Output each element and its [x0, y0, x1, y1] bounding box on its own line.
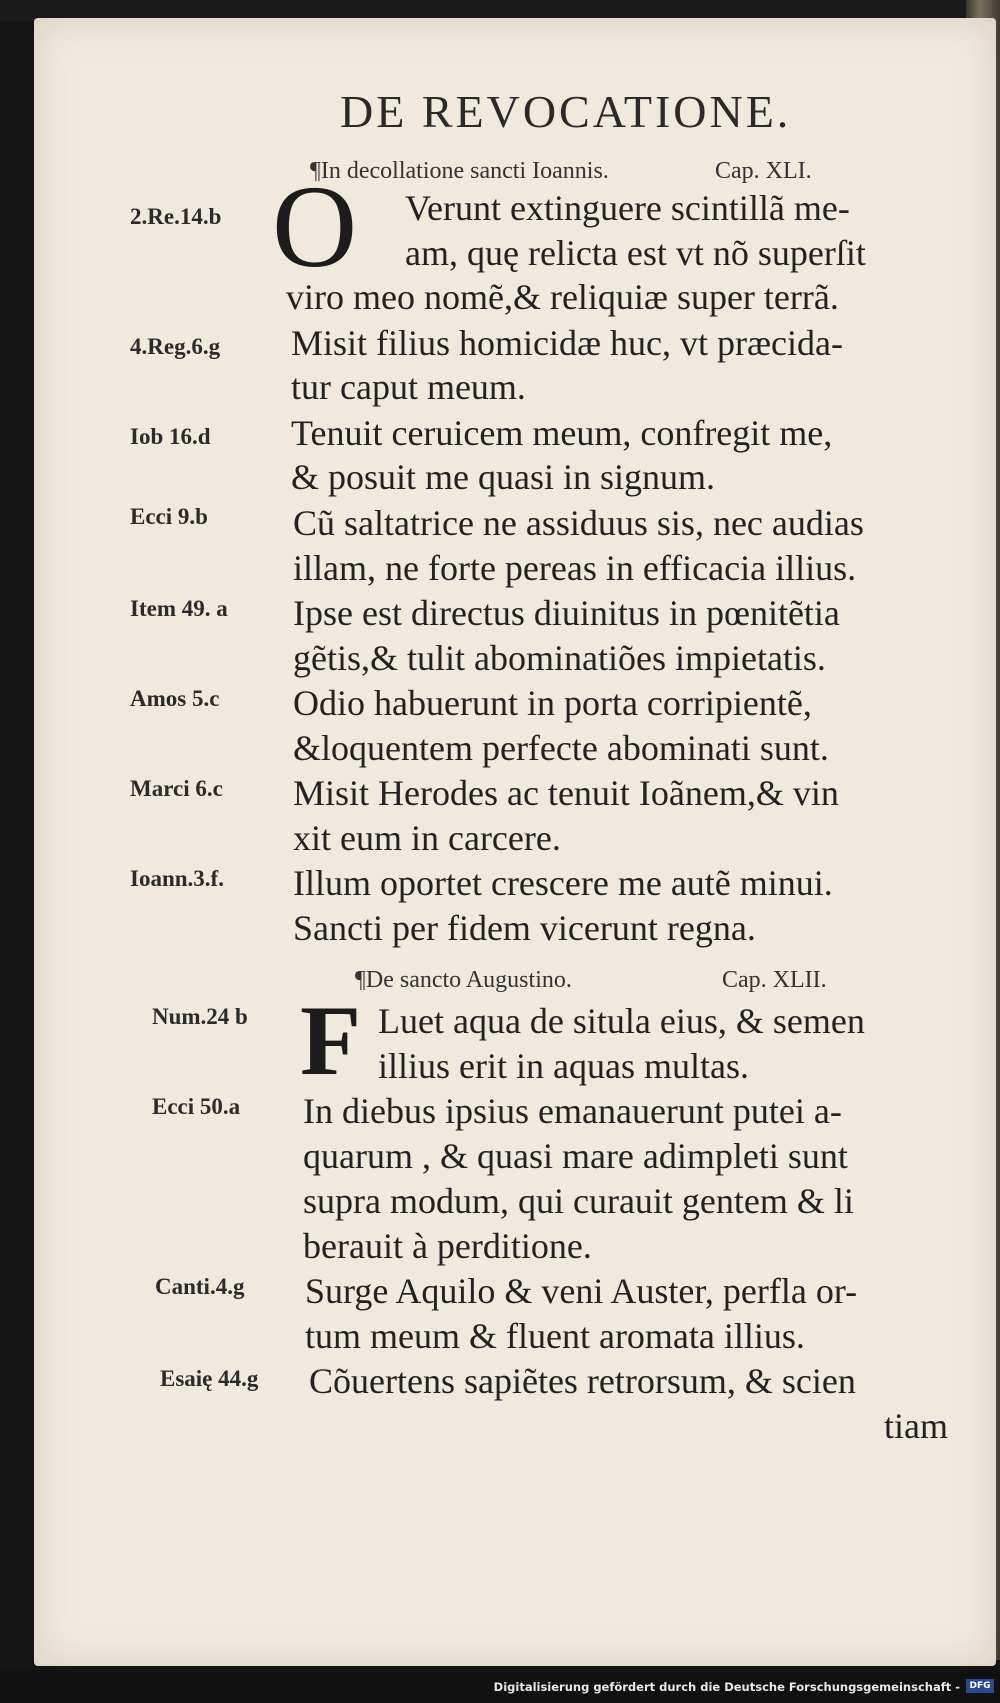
text-line: illam, ne forte pereas in efficacia illius.: [293, 548, 857, 588]
chapter-caption-number: Cap. XLI.: [715, 158, 812, 184]
text-line: Sancti per fidem vicerunt regna.: [293, 908, 756, 948]
text-line: Ipse est directus diuinitus in pœnitẽtia: [293, 593, 840, 633]
marginal-reference: Amos 5.c: [130, 686, 220, 711]
chapter-caption-number: Cap. XLII.: [722, 967, 827, 993]
text-line: viro meo nomẽ,& reliquiæ super terrã.: [286, 277, 839, 317]
marginal-reference: Marci 6.c: [130, 776, 223, 801]
text-line: Misit Herodes ac tenuit Ioãnem,& vin: [293, 773, 839, 813]
text-line: am, quę relicta est vt nõ superſit: [405, 233, 866, 273]
text-line: Tenuit ceruicem meum, confregit me,: [291, 413, 833, 453]
text-line: gẽtis,& tulit abominatiões impietatis.: [293, 638, 826, 678]
text-line: Luet aqua de situla eius, & semen: [378, 1001, 865, 1041]
text-line: berauit à perditione.: [303, 1226, 592, 1266]
chapter-caption-title: ¶De sancto Augustino.: [355, 967, 572, 993]
marginal-reference: 4.Reg.6.g: [130, 334, 221, 359]
text-line: Odio habuerunt in porta corripientẽ,: [293, 683, 812, 723]
chapter-caption-title: ¶In decollatione sancti Ioannis.: [310, 158, 609, 184]
text-line: xit eum in carcere.: [293, 818, 561, 858]
marginal-reference: Esaię 44.g: [160, 1366, 259, 1391]
drop-cap: O: [272, 161, 358, 292]
text-line: Cũ saltatrice ne assiduus sis, nec audias: [293, 503, 864, 543]
text-line: In diebus ipsius emanauerunt putei a-: [303, 1091, 842, 1131]
digitization-credit: Digitalisierung gefördert durch die Deutsche Forschungsgemeinschaft -: [493, 1680, 960, 1694]
marginal-reference: Num.24 b: [152, 1004, 248, 1029]
drop-cap: F: [300, 985, 362, 1096]
catchword: tiam: [884, 1406, 948, 1446]
marginal-reference: Item 49. a: [130, 596, 228, 621]
text-line: tum meum & fluent aromata illius.: [305, 1316, 805, 1356]
text-line: Surge Aquilo & veni Auster, perfla or-: [305, 1271, 858, 1311]
text-line: supra modum, qui curauit gentem & li: [303, 1181, 854, 1221]
text-line: Cõuertens sapiẽtes retrorsum, & scien: [309, 1361, 856, 1401]
marginal-reference: Canti.4.g: [155, 1274, 245, 1299]
text-line: tur caput meum.: [291, 367, 526, 407]
running-head: DE REVOCATIONE.: [340, 86, 792, 137]
text-line: &loquentem perfecte abominati sunt.: [293, 728, 829, 768]
marginal-reference: Ioann.3.f.: [130, 866, 224, 891]
text-line: & posuit me quasi in signum.: [291, 457, 716, 497]
text-line: quarum , & quasi mare adimpleti sunt: [303, 1136, 848, 1176]
text-line: illius erit in aquas multas.: [378, 1046, 749, 1086]
marginal-reference: Iob 16.d: [130, 424, 211, 449]
text-line: Illum oportet crescere me autẽ minui.: [293, 863, 833, 903]
marginal-reference: Ecci 50.a: [152, 1094, 241, 1119]
text-line: Misit filius homicidæ huc, vt præcida-: [291, 323, 843, 363]
marginal-reference: Ecci 9.b: [130, 504, 208, 529]
marginal-reference: 2.Re.14.b: [130, 204, 222, 229]
text-line: Verunt extinguere scintillã me-: [405, 188, 850, 228]
dfg-logo: DFG: [966, 1679, 994, 1693]
